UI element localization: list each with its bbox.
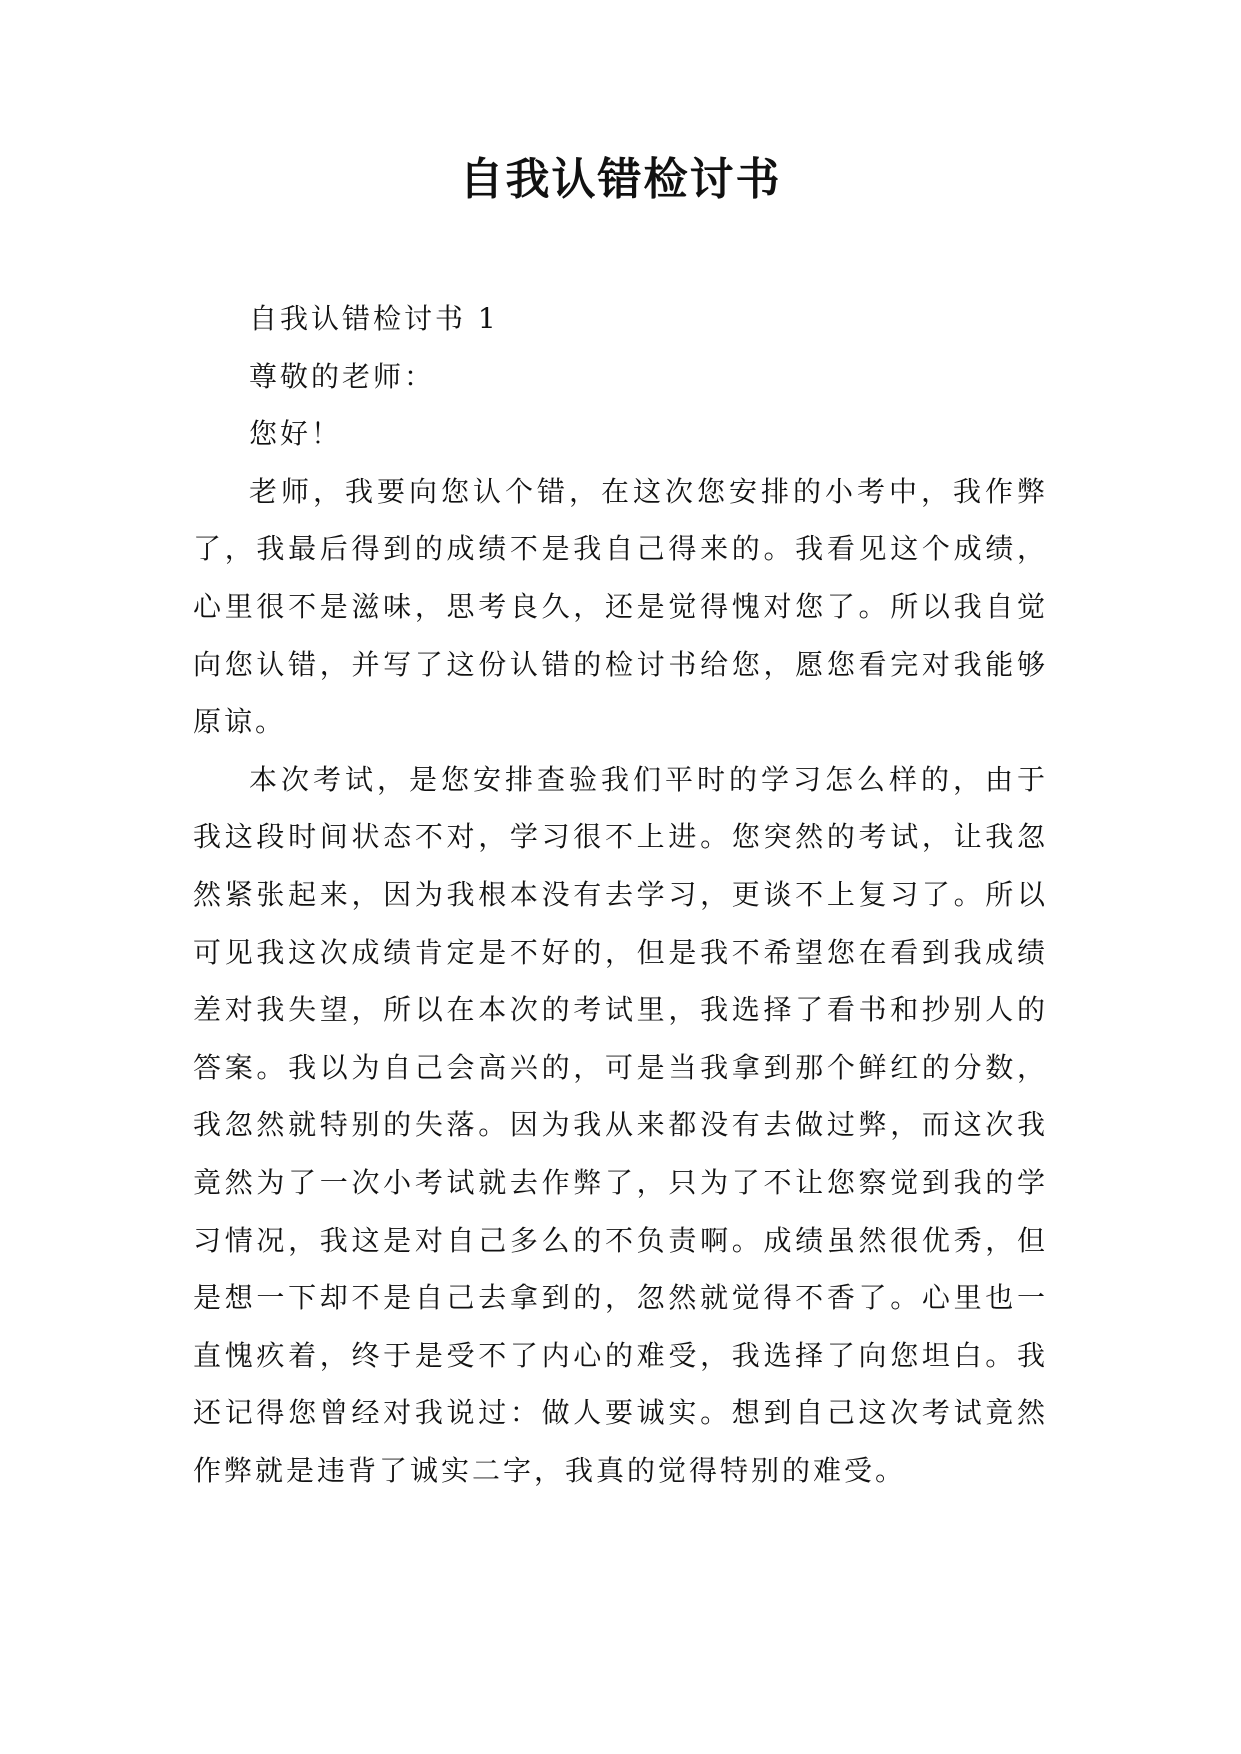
section-heading: 自我认错检讨书 1 bbox=[249, 302, 499, 335]
salutation: 尊敬的老师： bbox=[249, 359, 436, 393]
document-body bbox=[193, 290, 1048, 1499]
document-title: 自我认错检讨书 bbox=[459, 154, 782, 205]
greeting: 您好！ bbox=[249, 417, 343, 451]
body-paragraph: 老师，我要向您认个错，在这次您安排的小考中，我作弊了，我最后得到的成绩不是我自己得来的。我看见这个成绩，心里很不是滋味，思考良久，还是觉得愧对您了。所以我自觉向您认错，并写了这份认错的检讨书给您，愿您看完对我能够原谅。 bbox=[193, 474, 1048, 739]
body-paragraph: 本次考试，是您安排查验我们平时的学习怎么样的，由于我这段时间状态不对，学习很不上进。您突然的考试，让我忽然紧张起来，因为我根本没有去学习，更谈不上复习了。所以可见我这次成绩肯定是不好的，但是我不希望您在看到我成绩差对我失望，所以在本次的考试里，我选择了看书和抄别人的答案。我以为自己会高兴的，可是当我拿到那个鲜红的分数，我忽然就特别的失落。因为我从来都没有去做过弊，而这次我竟然为了一次小考试就去作弊了，只为了不让您察觉到我的学习情况，我这是对自己多么的不负责啊。成绩虽然很优秀，但是想一下却不是自己去拿到的，忽然就觉得不香了。心里也一直愧疚着，终于是受不了内心的难受，我选择了向您坦白。我还记得您曾经对我说过：做人要诚实。想到自己这次考试竟然作弊就是违背了诚实二字，我真的觉得特别的难受。 bbox=[193, 762, 1048, 1487]
